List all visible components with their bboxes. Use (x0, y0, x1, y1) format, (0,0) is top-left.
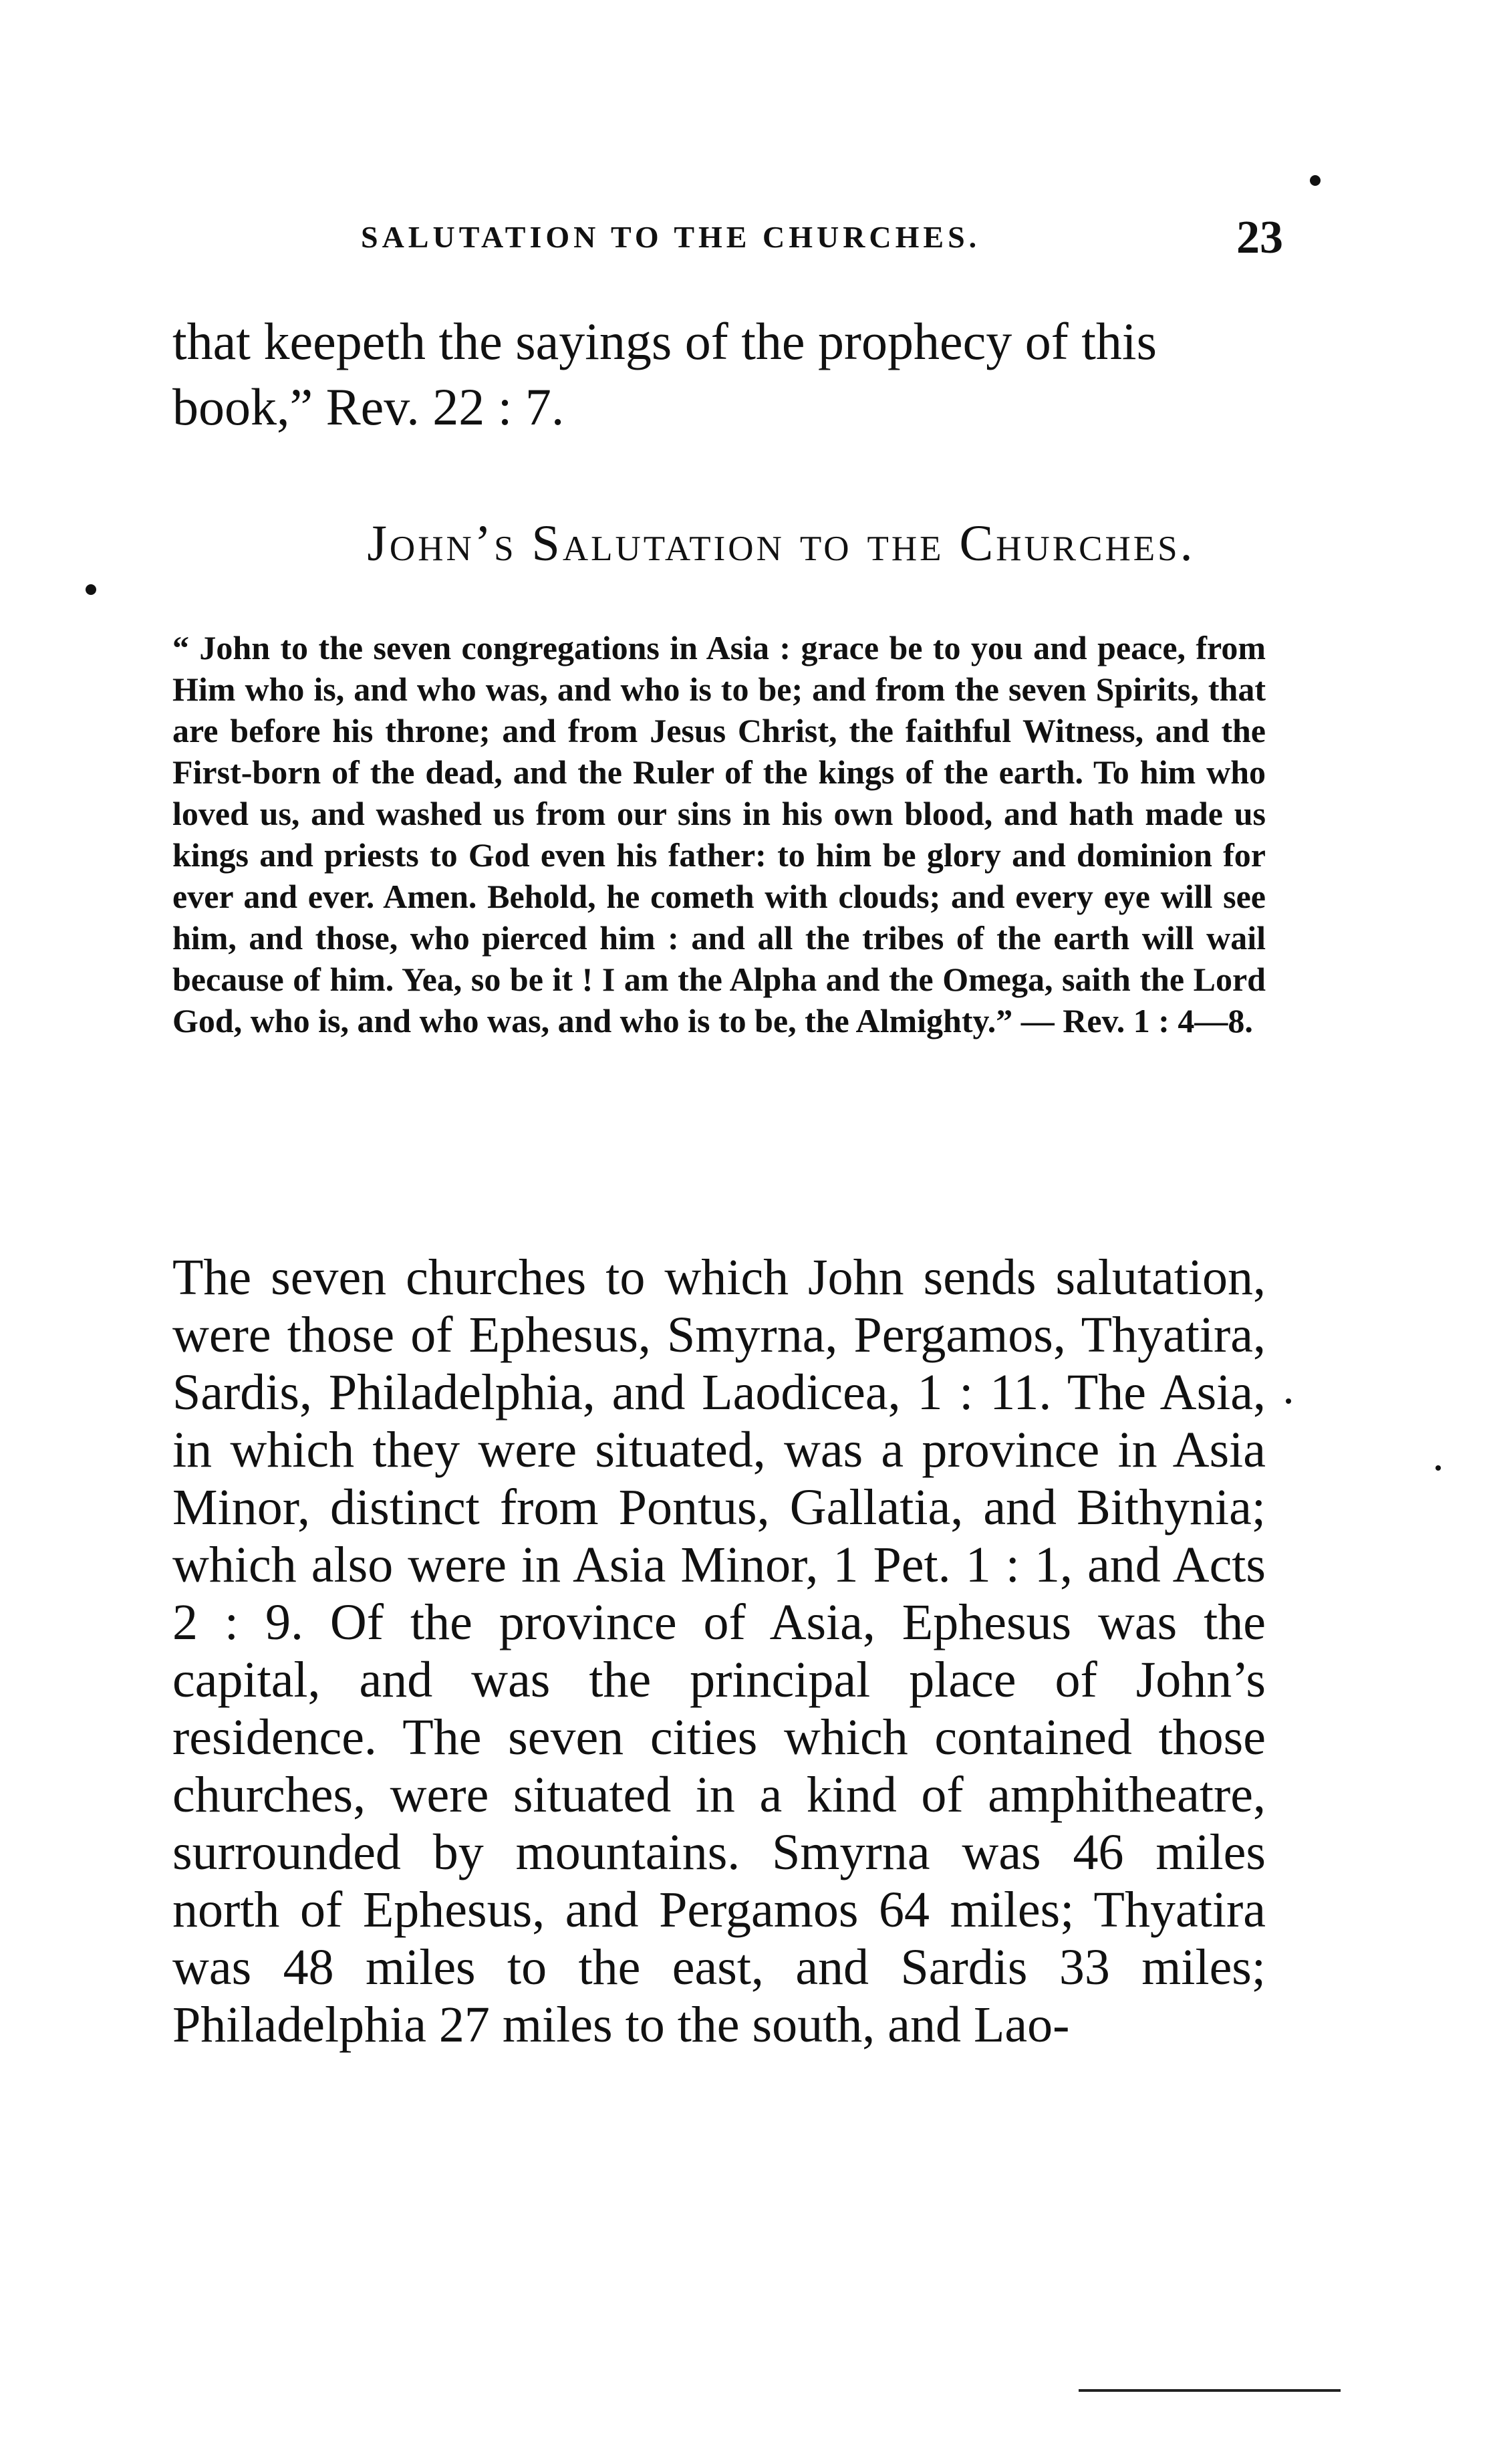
ink-speck (86, 584, 96, 595)
body-paragraph: The seven churches to which John sends salutation, were those of Ephesus, Smyrna, Pergamos, Thyatira, Sardis, Philadelphia, and Laodicea, 1 : 11. The Asia, in which they were situated, was a province in Asia Minor, distinct from Pontus, Gallatia, and Bithynia; which also were in Asia Minor, 1 Pet. 1 : 1, and Acts 2 : 9. Of the province of Asia, Ephesus was the capital, and was the principal place of John’s residence. The seven cities which contained those churches, were situated in a kind of amphitheatre, surrounded by mountains. Smyrna was 46 miles north of Ephesus, and Pergamos 64 miles; Thyatira was 48 miles to the east, and Sardis 33 miles; Philadelphia 27 miles to the south, and Lao- (172, 1249, 1266, 2053)
page-number: 23 (1236, 212, 1283, 263)
lead-paragraph: that keepeth the sayings of the prophecy of this book,” Rev. 22 : 7. (172, 312, 1157, 436)
ink-speck (1286, 1398, 1291, 1404)
section-heading-text: John’s Salutation to the Churches. (367, 515, 1196, 572)
section-heading (0, 515, 1509, 573)
footer-rule (1079, 2389, 1341, 2392)
running-title: SALUTATION TO THE CHURCHES. (361, 220, 981, 254)
running-head (361, 213, 1283, 266)
ink-speck (1310, 175, 1321, 186)
ink-speck (1435, 1465, 1441, 1471)
scripture-quote: “ John to the seven congregations in Asia : grace be to you and peace, from Him who is, and who was, and who is to be; and from the seven Spirits, that are before his throne; and from Jesus Christ, the faithful Witness, and the First-born of the dead, and the Ruler of the kings of the earth. To him who loved us, and washed us from our sins in his own blood, and hath made us kings and priests to God even his father: to him be glory and dominion for ever and ever. Amen. Behold, he cometh with clouds; and every eye will see him, and those, who pierced him : and all the tribes of the earth will wail because of him. Yea, so be it ! I am the Alpha and the Omega, saith the Lord God, who is, and who was, and who is to be, the Almighty.” — Rev. 1 : 4—8. (172, 629, 1266, 1039)
